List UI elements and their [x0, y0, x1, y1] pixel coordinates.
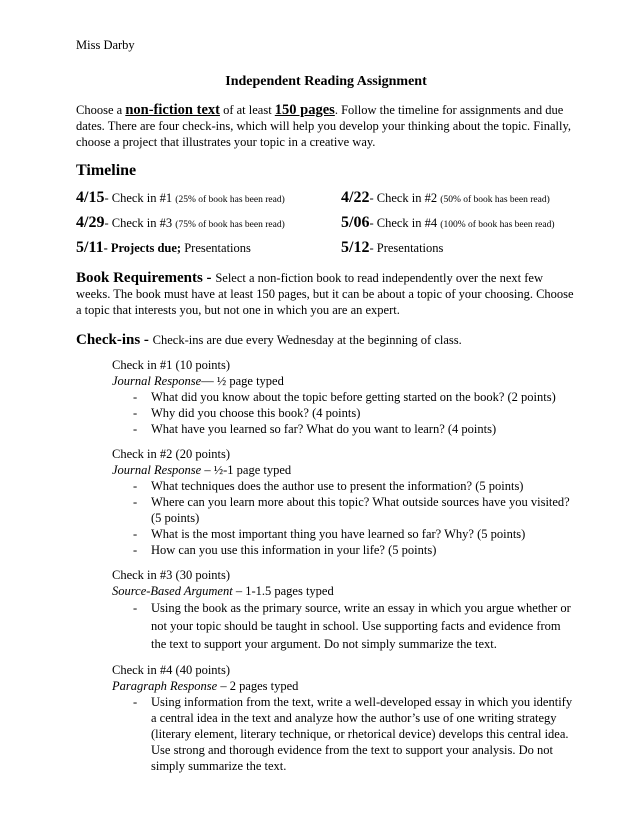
checkin-format-length: — ½ page typed [201, 374, 284, 388]
checkin-title: Check in #1 (10 points) [112, 358, 231, 372]
timeline-text: - Presentations [369, 241, 444, 255]
checkin-questions [112, 389, 576, 437]
timeline-percent: (100% of book has been read) [440, 220, 555, 230]
timeline-text: - Check in #4 [369, 216, 441, 230]
checkin-title: Check in #2 (20 points) [112, 447, 231, 461]
checkin-format-length: – 1-1.5 pages typed [232, 584, 334, 598]
timeline-row [76, 238, 576, 258]
teacher-name: Miss Darby [76, 38, 135, 52]
checkin-format-length: – ½-1 page typed [201, 463, 292, 477]
timeline-entry [341, 188, 550, 210]
list-item: - What have you learned so far? What do you want to learn? (4 points) [133, 421, 576, 437]
page-count-emphasis: 150 pages [274, 102, 335, 118]
timeline-date: 4/22 [341, 189, 370, 206]
checkin-questions [112, 599, 576, 653]
list-item: - Using information from the text, write a well-developed essay in which you identify a central idea in the text and analyze how the author’s use of one writing strategy (literary element, literary technique, or rhetorical device) develops this central idea. Use strong and thorough evidence from the text to support your analysis. Do not simply summarize the text. [133, 694, 576, 774]
timeline-percent: (25% of book has been read) [175, 195, 285, 205]
timeline-percent: (50% of book has been read) [440, 195, 550, 205]
checkin-4-block [112, 662, 576, 774]
checkin-title: Check in #3 (30 points) [112, 568, 231, 582]
nonfiction-emphasis: non-fiction text [125, 102, 220, 118]
checkins-text: Check-ins are due every Wednesday at the beginning of class. [152, 333, 462, 347]
checkin-format [112, 373, 576, 389]
timeline-text: Presentations [181, 241, 251, 255]
book-requirements-heading: Book Requirements - [76, 270, 216, 286]
intro-text-2: of at least [219, 103, 275, 117]
intro-text-1: Choose a [76, 103, 126, 117]
timeline-row [76, 213, 576, 235]
list-item: - What techniques does the author use to present the information? (5 points) [133, 478, 576, 494]
timeline-entry [76, 213, 341, 235]
list-item: - Where can you learn more about this topic? What outside sources have you visited? (5 points) [133, 494, 576, 526]
timeline-entry [341, 213, 555, 235]
list-item: - What did you know about the topic before getting started on the book? (2 points) [133, 389, 576, 405]
checkin-format-type: Journal Response [112, 374, 202, 388]
checkin-format [112, 583, 576, 599]
checkin-title: Check in #4 (40 points) [112, 663, 231, 677]
timeline-text: - Check in #1 [104, 191, 176, 205]
checkins-heading: Check-ins - [76, 332, 153, 348]
projects-due-label: - Projects due; [103, 241, 182, 255]
book-requirements-text: Select a non-fiction book to read independently over the next few weeks. The book must have at least 150 pages, but it can be about a topic of your choosing. Choose a topic that interests you, but not one in which you are an expert. [76, 271, 574, 317]
timeline-heading: Timeline [76, 162, 137, 179]
timeline-date: 5/12 [341, 239, 370, 256]
checkin-questions [112, 478, 576, 558]
intro-text-3: . Follow the timeline for assignments and due dates. There are four check-ins, which will help you develop your thinking about the topic. Finally, choose a project that illustrates your topic in a creative way. [76, 103, 572, 149]
list-item: - Using the book as the primary source, write an essay in which you argue whether or not your topic should be taught in school. Use supporting facts and evidence from the text to support your argument. Do not simply summarize the text. [133, 599, 576, 653]
page-title: Independent Reading Assignment [225, 74, 427, 89]
checkins-paragraph [76, 332, 576, 348]
timeline-text: - Check in #3 [104, 216, 176, 230]
timeline-entry [341, 238, 443, 258]
checkin-format-type: Paragraph Response [112, 679, 218, 693]
timeline-percent: (75% of book has been read) [175, 220, 285, 230]
timeline-row [76, 188, 576, 210]
list-item: - How can you use this information in your life? (5 points) [133, 542, 576, 558]
timeline-entry [76, 238, 341, 258]
checkin-format [112, 678, 576, 694]
timeline-entry [76, 188, 341, 210]
checkin-format-type: Source-Based Argument [112, 584, 233, 598]
timeline-date: 5/06 [341, 214, 370, 231]
checkin-3-block [112, 567, 576, 653]
timeline-text: - Check in #2 [369, 191, 441, 205]
checkin-format-type: Journal Response [112, 463, 202, 477]
checkin-format-length: – 2 pages typed [217, 679, 299, 693]
list-item: - What is the most important thing you have learned so far? Why? (5 points) [133, 526, 576, 542]
intro-paragraph [76, 102, 576, 150]
checkin-1-block [112, 357, 576, 437]
timeline-date: 5/11 [76, 239, 104, 256]
timeline-date: 4/15 [76, 189, 105, 206]
checkin-2-block [112, 446, 576, 558]
checkin-format [112, 462, 576, 478]
book-requirements-paragraph [76, 270, 576, 318]
list-item: - Why did you choose this book? (4 points) [133, 405, 576, 421]
timeline-date: 4/29 [76, 214, 105, 231]
checkin-questions [112, 694, 576, 774]
